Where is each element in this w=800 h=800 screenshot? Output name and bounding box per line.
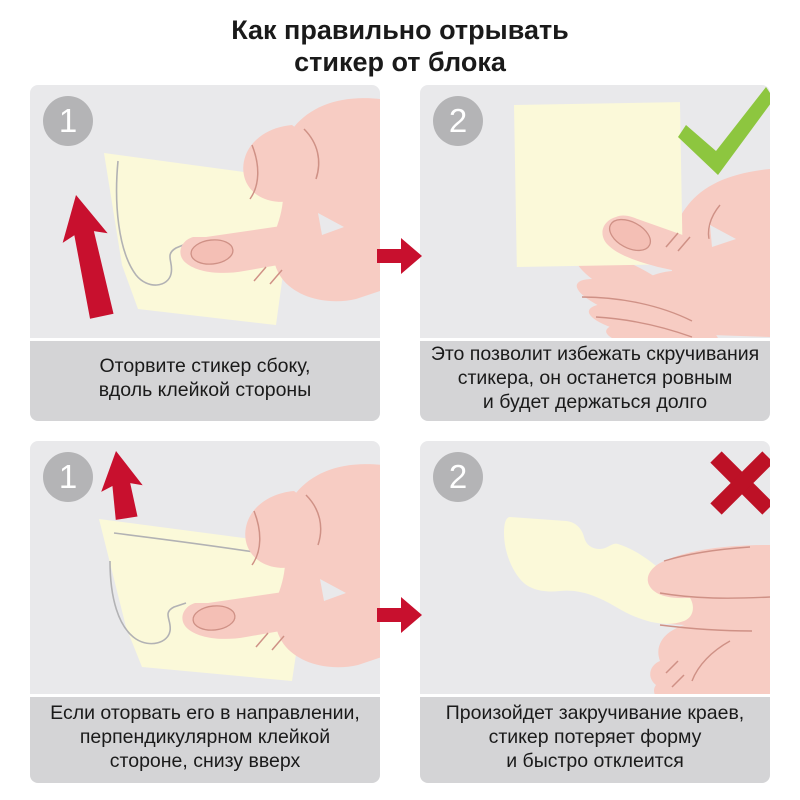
arrow-right-icon xyxy=(377,237,423,275)
thumb-shape xyxy=(648,545,770,598)
panel-caption: Произойдет закручивание краев, стикер потеряет форму и быстро отклеится xyxy=(420,697,770,783)
step-number-badge: 1 xyxy=(43,452,93,502)
step-number-badge: 1 xyxy=(43,96,93,146)
page-title-line1: Как правильно отрывать xyxy=(231,15,569,45)
panel-caption: Это позволит избежать скручивания стикера, он останется ровным и будет держаться долго xyxy=(420,341,770,421)
arrow-right-icon xyxy=(377,596,423,634)
arrow-up-icon xyxy=(95,448,147,522)
panel2-illustration xyxy=(420,85,770,338)
panel1-illustration xyxy=(30,85,380,338)
panel3-illustration xyxy=(30,441,380,694)
step-number-badge: 2 xyxy=(433,452,483,502)
checkmark-icon xyxy=(678,87,770,175)
page-title xyxy=(0,14,800,78)
thumb-group xyxy=(648,545,770,598)
cross-icon xyxy=(716,457,768,509)
page-title-line2: стикер от блока xyxy=(294,47,506,77)
panel-tear-sideways xyxy=(30,85,380,421)
panel4-illustration xyxy=(420,441,770,694)
panel-caption: Если оторвать его в направлении, перпендикулярном клейкой стороне, снизу вверх xyxy=(30,697,380,783)
panel-tear-upward xyxy=(30,441,380,783)
panel-caption: Оторвите стикер сбоку, вдоль клейкой стороны xyxy=(30,341,380,421)
step-number-badge: 2 xyxy=(433,96,483,146)
panel-result-good xyxy=(420,85,770,421)
panel-result-bad xyxy=(420,441,770,783)
